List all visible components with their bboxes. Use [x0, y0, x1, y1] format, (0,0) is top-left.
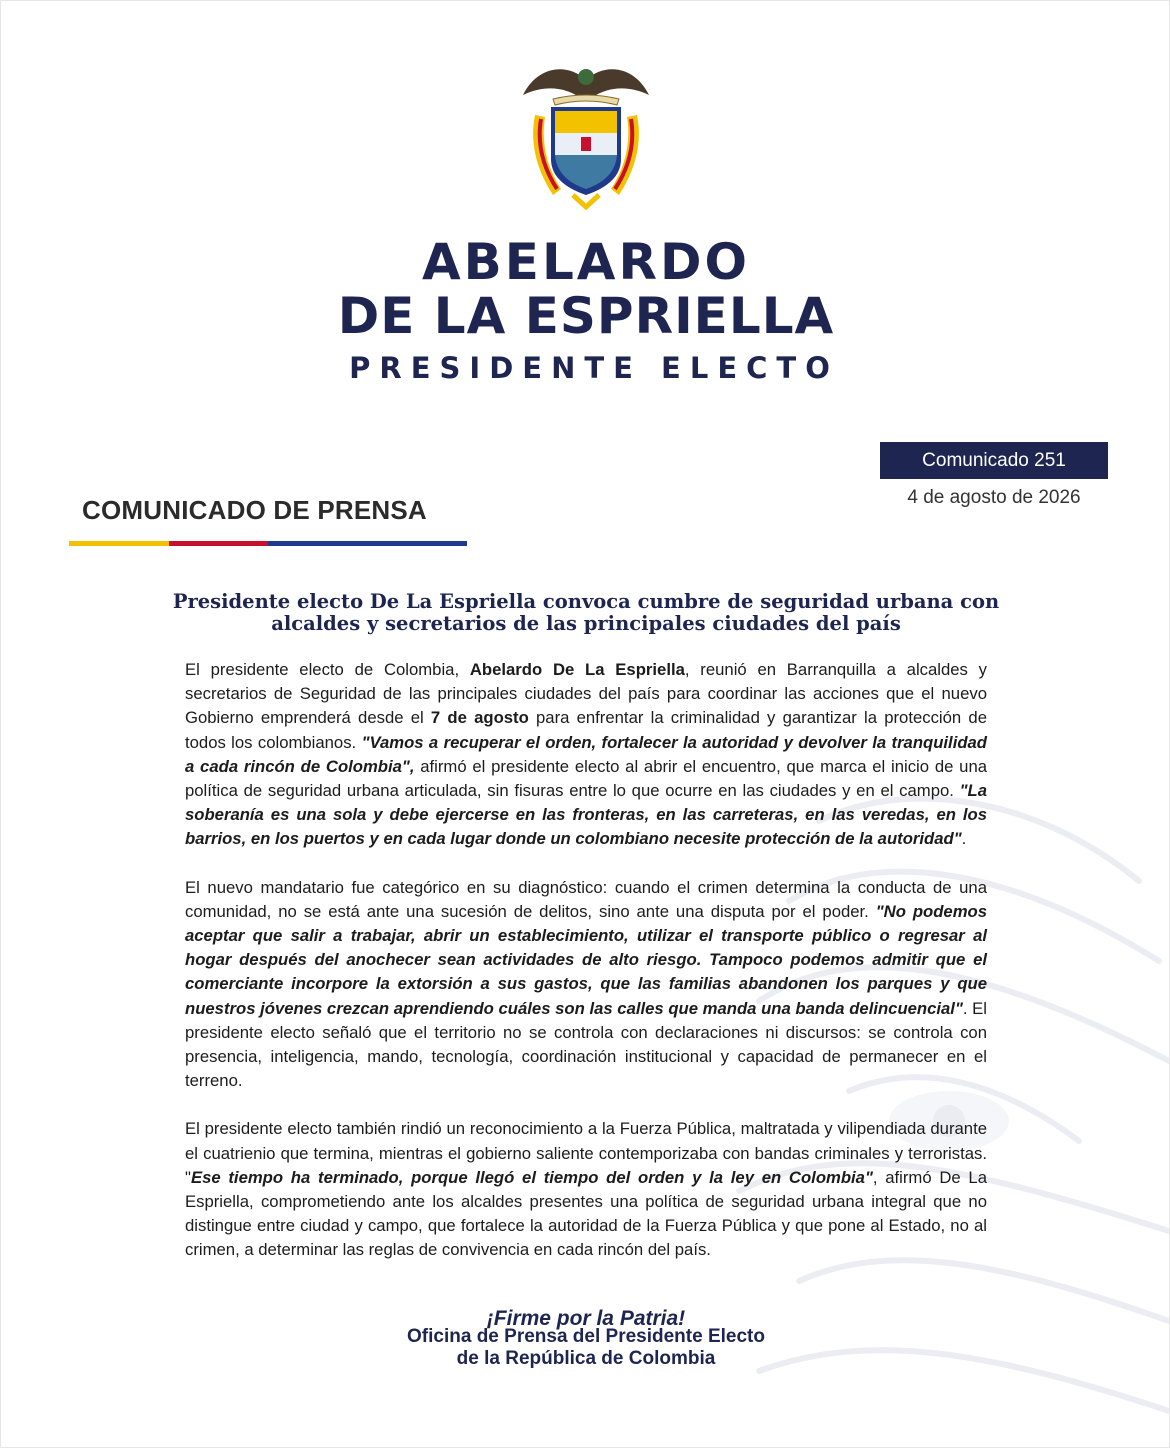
bold-text: 7 de agosto: [430, 708, 529, 728]
closing-motto: ¡Firme por la Patria!: [486, 1307, 686, 1330]
headline-line1: Presidente electo De La Espriella convoca cumbre de seguridad urbana con: [172, 590, 1000, 613]
flag-stripes-divider: [69, 541, 467, 546]
header-name-line2: DE LA ESPRIELLA: [337, 287, 835, 345]
quote-text: Ese tiempo ha terminado, porque llegó el tiempo del orden y la ley en Colombia": [190, 1167, 873, 1187]
paragraph-text: afirmó el presidente electo al abrir el encuentro, que marca el inicio de una política de seguridad urbana articulada, sin fisuras entre lo que ocurre en las ciudades y en el campo.: [185, 756, 987, 801]
paragraph-text: El presidente electo de Colombia,: [185, 660, 470, 679]
quote-text: "La soberanía es una sola y debe ejercerse en las fronteras, en las carreteras, en las veredas, en los barrios, en los puertos y en cada lugar donde un colombiano necesite protección de la autoridad": [185, 781, 987, 849]
communique-date: 4 de agosto de 2026: [907, 487, 1081, 508]
paragraph-text: .: [961, 829, 967, 849]
paragraph-2: [185, 876, 987, 1094]
stripe-blue-2: [368, 541, 468, 546]
office-line2: de la República de Colombia: [456, 1348, 716, 1369]
stripe-yellow: [69, 541, 169, 546]
quote-text: "No podemos aceptar que salir a trabajar, abrir un establecimiento, utilizar el transporte público o regresar al hogar después del anochecer sean actividades de alto riesgo. Tampoco podemos admitir que el comerciante incorpore la extorsión a sus gastos, que las familias abandonen los parques y que nuestros jóvenes crezcan aprendiendo cuáles son las calles que manda una banda delincuencial": [185, 901, 988, 1018]
office-line1: Oficina de Prensa del Presidente Electo: [407, 1326, 765, 1347]
headline-line2: alcaldes y secretarios de las principales ciudades del país: [271, 612, 901, 635]
paragraph-text: , afirmó De La Espriella, comprometiendo ante los alcaldes presentes una política de seguridad urbana integral que no distingue entre ciudad y campo, que fortalece la autoridad de la Fuerza Pública y que pone al Estado, no al crimen, a determinar las reglas de convivencia en cada rincón del país.: [185, 1167, 987, 1260]
paragraph-text: El presidente electo también rindió un reconocimiento a la Fuerza Pública, maltratada y vilipendiada durante el cuatrienio que termina, mientras el gobierno saliente contemporizaba con bandas criminales y terroristas. ": [185, 1119, 987, 1187]
section-title: COMUNICADO DE PRENSA: [82, 495, 427, 525]
body-text: [185, 658, 987, 1287]
header-name-line1: ABELARDO: [421, 233, 751, 291]
press-office-signature: [1, 1326, 1170, 1370]
stripe-blue: [268, 541, 368, 546]
bold-text: Abelardo De La Espriella: [469, 660, 685, 679]
paragraph-1: [185, 658, 987, 852]
communique-number-badge: Comunicado 251: [880, 442, 1108, 479]
paragraph-text: . El presidente electo señaló que el territorio no se controla con declaraciones ni discursos: se controla con presencia, inteligencia, mando, tecnología, coordinación institucional y capacidad de permanecer en el terreno.: [185, 998, 987, 1091]
stripe-red: [169, 541, 269, 546]
header-role: PRESIDENTE ELECTO: [349, 351, 839, 385]
paragraph-text: El nuevo mandatario fue categórico en su diagnóstico: cuando el crimen determina la conducta de una comunidad, no se está ante una sucesión de delitos, sino ante una disputa por el poder.: [185, 877, 987, 921]
headline: [161, 591, 1011, 635]
coat-of-arms-icon: [513, 55, 659, 211]
paragraph-3: [185, 1117, 987, 1262]
quote-text: "Vamos a recuperar el orden, fortalecer la autoridad y devolver la tranquilidad a cada rincón de Colombia",: [185, 732, 987, 776]
paragraph-text: para enfrentar la criminalidad y garantizar la protección de todos los colombianos.: [185, 708, 987, 752]
paragraph-text: , reunió en Barranquilla a alcaldes y secretarios de Seguridad de las principales ciudades del país para coordinar las acciones que el nuevo Gobierno emprenderá desde el: [185, 660, 988, 728]
